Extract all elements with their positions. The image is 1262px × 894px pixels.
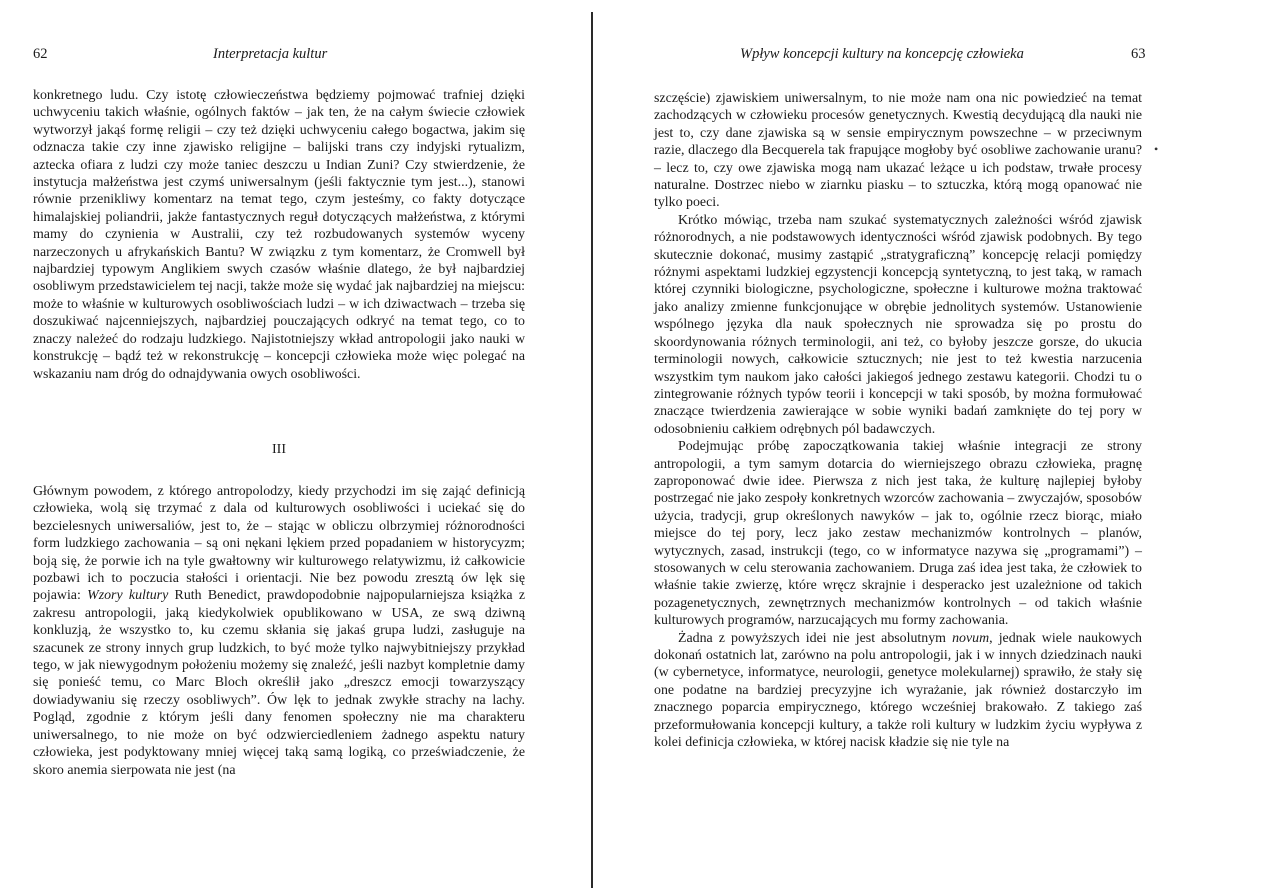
right-paragraph-1: szczęście) zjawiskiem uniwersalnym, to nie może nam ona nic powiedzieć na temat zachodzących w człowieku procesów genetycznych. Kwestią decydującą dla nauki nie jest to, czy dane zjawiska są w sensie empirycznym powszechne – w przeciwnym razie, dlaczego dla Becquerela tak frapujące mogłoby być osobliwe zachowanie uranu? – lecz to, czy owe zjawiska mogą nam ukazać leżące u ich podstaw, trwałe procesy naturalne. Dostrzec niebo w ziarnku piasku – to sztuczka, którą mogą opanować nie tylko poeci. [654,91,1142,211]
left-running-head: Interpretacja kultur [213,46,328,62]
right-paragraph-3: Podejmując próbę zapoczątkowania takiej właśnie integracji ze strony antropologii, a tym samym dotarcia do wierniejszego obrazu człowieka, pragnę zaproponować dwie idee. Pierwsza z nich jest taka, że kulturę najlepiej byłoby postrzegać nie jako zespoły konkretnych wzorców zachowania – zwyczajów, sposobów użycia, tradycji, grup określonych nawyków – jak to, ogólnie rzecz biorąc, miało miejsce do tej pory, lecz jako zestaw mechanizmów kontrolnych – planów, wytycznych, zasad, instrukcji (tego, co w informatyce nazywa się „programami”) – stosowanych w celu sterowania zachowaniem. Druga zaś idea jest taka, że człowiek to właśnie takie zwierzę, które wręcz skrajnie i desperacko jest uzależnione od takich pozagenetycznych, zewnętrznych mechanizmów kontrolnych – od takich właśnie kulturowych programów, narzucających mu formy zachowania. [654,439,1142,629]
left-page-number: 62 [33,46,48,62]
left-text-block-2 [33,483,525,779]
novum-italic: novum [952,630,990,646]
book-gutter-divider [591,12,593,888]
left-paragraph-2 [33,483,525,779]
book-title-italic: Wzory kultury [87,588,169,604]
right-paragraph-4-end: , jednak wiele naukowych dokonań ostatnich lat, zarówno na polu antropologii, jak i w innych dziedzinach nauki (w cybernetyce, informatyce, neurologii, genetyce molekularnej) sprawiło, że stały się one podatne na bardziej precyzyjne ich wyrażanie, jak również dostarczyło im znacznego poparcia empirycznego, którego wcześniej brakowało. Z takiego zaś przeformułowania koncepcji kultury, a także roli kultury w ludzkim życiu wypływa z kolei definicja człowieka, w której nacisk kładzie się nie tyle na [654,630,1143,751]
right-page [596,0,1262,894]
left-page [0,0,590,894]
margin-mark: • [1154,142,1159,156]
left-text-block-1 [33,87,525,383]
right-paragraph-2: Krótko mówiąc, trzeba nam szukać systematycznych zależności wśród zjawisk różnorodnych, a nie podstawowych identyczności wśród zjawisk podobnych. By tego skutecznie dokonać, musimy zastąpić „stratygraficzną” koncepcję relacji pomiędzy różnymi aspektami ludzkiej egzystencji koncepcją syntetyczną, to jest taką, w ramach której czynniki biologiczne, psychologiczne, społeczne i kulturowe można traktować jako analizy zmienne funkcjonujące w obrębie jednolitych systemów. Ustanowienie wspólnego języka dla nauk społecznych nie sprowadza się po prostu do skoordynowania różnych terminologii, ani też, co byłoby jeszcze gorsze, do ukucia terminologii nowych, całkowicie sztucznych; nie jest to też kwestia narzucenia wszystkim tym naukom jako całości jakiegoś jednego zestawu kategorii. Chodzi tu o zintegrowanie różnych typów teorii i koncepcji w taki sposób, by można formułować znaczące twierdzenia zawierające w sobie wyniki badań zamknięte do tej pory w odosobnieniu całkiem odrębnych pól badawczych. [654,212,1142,437]
right-text-block [654,90,1142,751]
left-paragraph-2-start: Głównym powodem, z którego antropolodzy, kiedy przychodzi im się zająć definicją człowieka, wolą się trzymać z dala od kulturowych osobliwości i uciekać się do bezcielesnych uniwersaliów, jest to, że – stając w obliczu olbrzymiej różnorodności form ludzkiego zachowania – są oni nękani lękiem przed popadaniem w historycyzm; boją się, że porwie ich na tyle gwałtowny wir kulturowego relatywizmu, iż całkowicie pozbawi ich to poczucia stałości i orientacji. Nie bez powodu zresztą ów lęk się pojawia: [33,484,525,604]
left-paragraph-1: konkretnego ludu. Czy istotę człowieczeństwa będziemy pojmować trafniej dzięki uchwyceniu takich właśnie, ogólnych faktów – jak ten, że na całym świecie człowiek wytworzył jakąś formę religii – czy też dzięki uchwyceniu całego bogactwa, jakim się odznacza takie czy inne zjawisko religijne – balijski trans czy indyjski rytualizm, aztecka ofiara z ludzi czy może taniec deszczu u Indian Zuni? Czy stwierdzenie, że instytucja małżeństwa jest czymś uniwersalnym (jeśli faktycznie tym jest...), stanowi równie przenikliwy komentarz na temat tego, czym jesteśmy, co fakty dotyczące himalajskiej poliandrii, jakże fantastycznych reguł dotyczących małżeństwa, z którymi mamy do czynienia w Australii, czy też rozbudowanych systemów wyceny narzeczonych u afrykańskich Bantu? W związku z tym komentarz, że Cromwell był najbardziej typowym Anglikiem swych czasów właśnie dlatego, że był najbardziej osobliwym przedstawicielem tej nacji, także może się wydać jak najbardziej na miejscu: może to właśnie w kulturowych osobliwościach ludzi – w ich dziwactwach – trzeba się doszukiwać najcenniejszych, najbardziej pouczających odkryć na temat tego, co to znaczy należeć do rodzaju ludzkiego. Najistotniejszy wkład antropologii jako nauki w konstrukcję – bądź też w rekonstrukcję – koncepcji człowieka może więc polegać na wskazaniu nam dróg do odnajdywania owych osobliwości. [33,88,525,382]
right-running-head: Wpływ koncepcji kultury na koncepcję człowieka [740,46,1024,62]
section-heading: III [272,442,286,457]
right-paragraph-4 [654,630,1142,752]
right-page-number: 63 [1131,46,1146,62]
left-paragraph-2-end: Ruth Benedict, prawdopodobnie najpopularniejsza książka z zakresu antropologii, jaką kiedykolwiek opublikowano w USA, ze swą dziwną konkluzją, że wszystko to, ku czemu skłania się jakaś grupa ludzi, zasługuje na szacunek ze strony innych grup ludzkich, to być może tylko najwybitniejszy przykład tego, w jak niewygodnym położeniu możemy się znaleźć, jeśli nazbyt kompletnie damy się ponieść temu, co Marc Bloch określił jako „dreszcz emocji towarzyszący dowiadywaniu się rzeczy osobliwych”. Ów lęk to jednak zwykłe strachy na lachy. Pogląd, zgodnie z którym jeśli dany fenomen społeczny nie ma charakteru uniwersalnego, to nie może on być odzwierciedleniem żadnego aspektu natury człowieka, jest podyktowany mniej więcej taką samą logiką, co przeświadczenie, że skoro anemia sierpowata nie jest (na [33,588,525,778]
right-paragraph-4-start: Żadna z powyższych idei nie jest absolutnym [678,630,953,646]
